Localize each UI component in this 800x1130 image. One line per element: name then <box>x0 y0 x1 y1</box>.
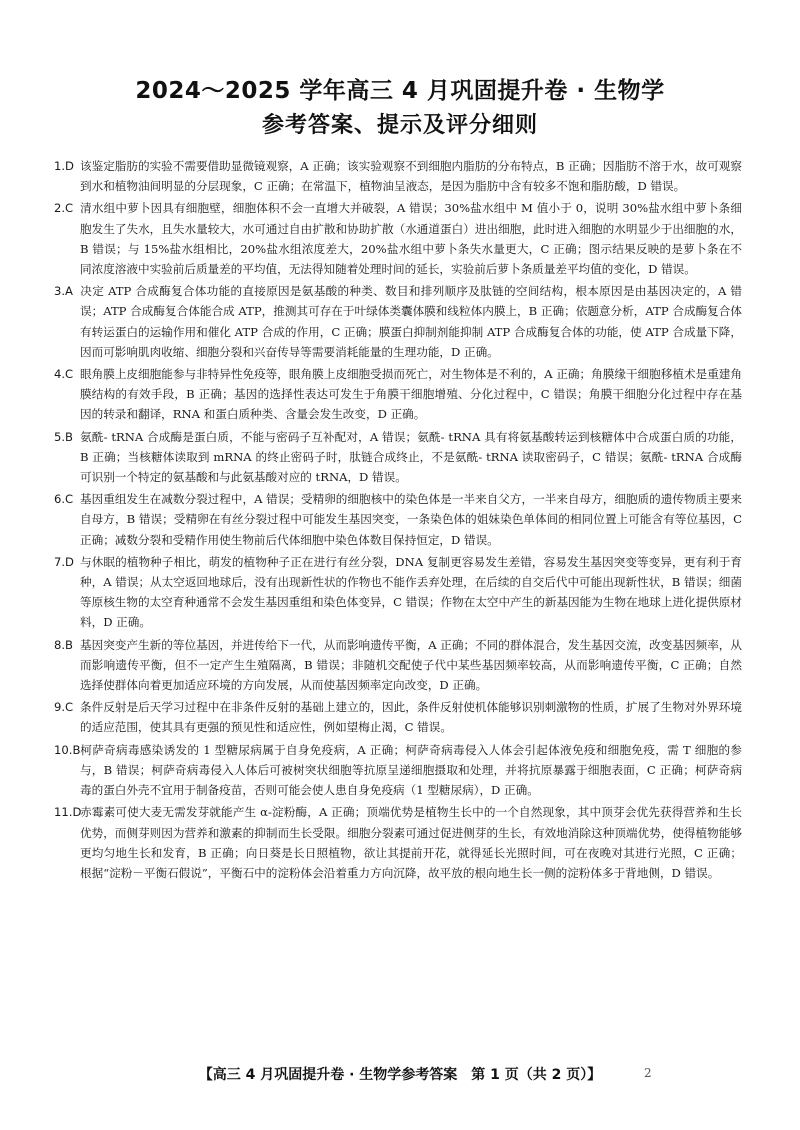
page-footer: 【高三 4 月巩固提升卷 · 生物学参考答案 第 1 页（共 2 页）】 <box>198 1067 602 1083</box>
page-mark: 2 <box>644 1066 652 1080</box>
answer-text: 该鉴定脂肪的实验不需要借助显微镜观察，A 正确；该实验观察不到细胞内脂肪的分布特点，B 正确；因脂肪不溶于水，故可观察到水和植物油间明显的分层现象，C 正确；在常温下，植物油呈液态，是因为脂肪中含有较多不饱和脂肪酸，D 错误。 <box>80 159 742 194</box>
answer-number: 5.B <box>54 429 74 444</box>
answer-number: 2.C <box>54 201 74 216</box>
answer-item-11 <box>54 802 742 883</box>
answer-number: 9.C <box>54 700 74 715</box>
answer-item-9 <box>54 697 742 737</box>
answer-number: 7.D <box>54 554 74 569</box>
answer-item-2 <box>54 198 742 279</box>
answer-item-10 <box>54 740 742 801</box>
answer-number: 1.D <box>54 159 74 173</box>
answer-text: 决定 ATP 合成酶复合体功能的直接原因是氨基酸的种类、数目和排列顺序及肽链的空间结构，根本原因是由基因决定的，A 错误；ATP 合成酶复合体能合成 ATP，推测其可存在于叶绿体类囊体膜和线粒体内膜上，B 正确；依题意分析，ATP 合成酶复合体有转运蛋白的运输作用和催化 ATP 合成的作用，C 正确；膜蛋白抑制剂能抑制 ATP 合成酶复合体的功能，使 ATP 合成量下降，因而可影响肌肉收缩、细胞分裂和兴奋传导等需要消耗能量的生理功能，D 正确。 <box>80 284 742 359</box>
answer-number: 8.B <box>54 637 74 652</box>
answer-item-5 <box>54 427 742 488</box>
answer-text: 基因突变产生新的等位基因，并进传给下一代，从而影响遗传平衡，A 正确；不同的群体混合，发生基因交流，改变基因频率，从而影响遗传平衡，但不一定产生生殖隔离，B 错误；非随机交配使子代中某些基因频率较高，从而影响遗传平衡，C 正确；自然选择使群体向着更加适应环境的方向发展，从而使基因频率定向改变，D 正确。 <box>80 637 742 693</box>
answer-number: 3.A <box>54 284 73 299</box>
answer-item-3 <box>54 281 742 362</box>
page-subtitle: 参考答案、提示及评分细则 <box>261 113 538 138</box>
answer-number: 4.C <box>54 367 74 382</box>
answer-text: 赤霉素可使大麦无需发芽就能产生 α-淀粉酶，A 正确；顶端优势是植物生长中的一个自然现象，其中顶芽会优先获得营养和生长优势，而侧芽则因为营养和激素的抑制而生长受限。细胞分裂素可通过促进侧芽的生长，有效地消除这种顶端优势，使得植物能够更均匀地生长和发育，B 正确；向日葵是长日照植物，欲让其提前开花，就得延长光照时间，可在夜晚对其进行光照，C 正确；根据“淀粉－平衡石假说”，平衡石中的淀粉体会沿着重力方向沉降，故平放的根向地生长一侧的淀粉体多于背地侧，D 错误。 <box>80 805 742 880</box>
answer-item-6 <box>54 489 742 550</box>
answer-text: 与休眠的植物种子相比，萌发的植物种子正在进行有丝分裂，DNA 复制更容易发生差错，容易发生基因突变等变异，更有利于育种，A 错误；从太空返回地球后，没有出现新性状的作物也不能作丢弃处理，在后续的自交后代中可能出现新性状，B 错误；细菌等原核生物的太空育种通常不会发生基因重组和染色体变异，C 错误；作物在太空中产生的新基因能为生物在地球上进化提供原材料，D 正确。 <box>80 554 742 630</box>
answer-text: 眼角膜上皮细胞能参与非特异性免疫等，眼角膜上皮细胞受损而死亡，对生物体是不利的，A 正确；角膜缘干细胞移植术是重建角膜结构的有效手段，B 正确；基因的选择性表达可发生于角膜干细胞增殖、分化过程中，C 错误；角膜干细胞分化过程中存在基因的转录和翻译，RNA 和蛋白质种类、含量会发生改变，D 正确。 <box>80 367 742 422</box>
answer-item-1 <box>54 156 742 196</box>
answer-text: 氨酰- tRNA 合成酶是蛋白质，不能与密码子互补配对，A 错误；氨酰- tRNA 具有将氨基酸转运到核糖体中合成蛋白质的功能，B 正确；当核糖体读取到 mRNA 的终止密码子时，肽链合成终止，不是氨酰- tRNA 读取密码子，C 错误；氨酰- tRNA 合成酶可识别一个特定的氨基酸和与此氨基酸对应的 tRNA，D 错误。 <box>80 429 742 485</box>
answer-text: 条件反射是后天学习过程中在非条件反射的基础上建立的，因此，条件反射使机体能够识别刺激物的性质，扩展了生物对外界环境的适应范围，使其具有更强的预见性和适应性，例如望梅止渴，C 错误。 <box>80 700 742 735</box>
answer-number: 11.D <box>54 805 82 820</box>
answer-item-7 <box>54 552 742 633</box>
answer-text: 基因重组发生在减数分裂过程中，A 错误；受精卵的细胞核中的染色体是一半来自父方，一半来自母方，细胞质的遗传物质主要来自母方，B 错误；受精卵在有丝分裂过程中可能发生基因突变，一条染色体的姐妹染色单体间的相同位置上可能含有等位基因，C 正确；减数分裂和受精作用使生物前后代体细胞中染色体数目保持恒定，D 错误。 <box>80 492 742 547</box>
answer-text: 柯萨奇病毒感染诱发的 1 型糖尿病属于自身免疫病，A 正确；柯萨奇病毒侵入人体会引起体液免疫和细胞免疫，需 T 细胞的参与，B 错误；柯萨奇病毒侵入人体后可被树突状细胞等抗原呈递细胞摄取和处理，并将抗原暴露于细胞表面，C 正确；柯萨奇病毒的蛋白外壳不宜用于制备疫苗，否则可能会使人患自身免疫病（1 型糖尿病），D 正确。 <box>80 742 742 798</box>
answer-number: 6.C <box>54 492 74 507</box>
answer-text: 清水组中萝卜因具有细胞壁，细胞体积不会一直增大并破裂，A 错误；30%盐水组中 M 值小于 0，说明 30%盐水组中萝卜条细胞发生了失水，且失水量较大，水可通过自由扩散和协助扩散（水通道蛋白）进出细胞，此时进入细胞的水明显少于出细胞的水，B 错误；与 15%盐水组相比，20%盐水组浓度差大，20%盐水组中萝卜条失水量更大，C 正确；图示结果反映的是萝卜条在不同浓度溶液中实验前后质量差的平均值，无法得知随着处理时间的延长，实验前后萝卜条质量差平均值的变化，D 错误。 <box>80 201 742 277</box>
answer-item-8 <box>54 635 742 696</box>
answer-list <box>54 156 742 885</box>
page-title: 2024～2025 学年高三 4 月巩固提升卷 · 生物学 <box>135 78 665 104</box>
answer-item-4 <box>54 364 742 425</box>
answer-number: 10.B <box>54 742 81 757</box>
